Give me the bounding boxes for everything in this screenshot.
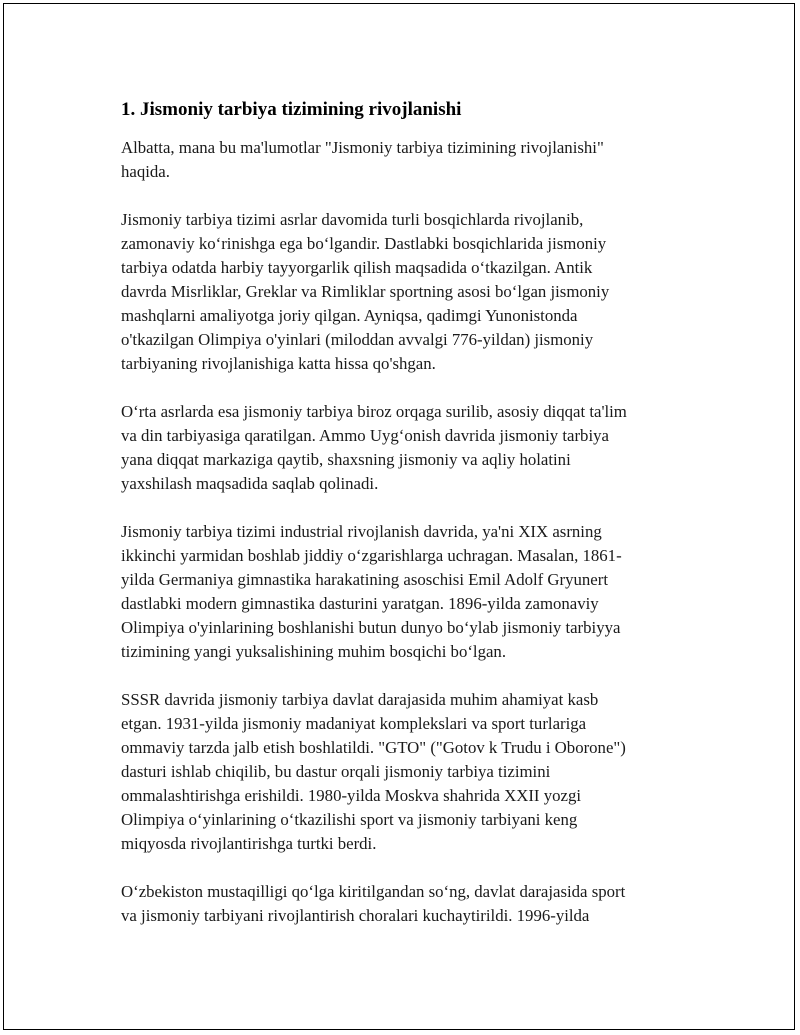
document-title: 1. Jismoniy tarbiya tizimining rivojlanishi [121, 99, 462, 120]
paragraph-middle-ages: O‘rta asrlarda esa jismoniy tarbiya biroz orqaga surilib, asosiy diqqat ta'lim va din tarbiyasiga qaratilgan. Ammo Uyg‘onish davrida jismoniy tarbiya yana diqqat markaziga qaytib, shaxsning jismoniy va aqliy holatini yaxshilash maqsadida saqlab qolinadi. [121, 402, 627, 493]
paragraph-ussr-era: SSSR davrida jismoniy tarbiya davlat darajasida muhim ahamiyat kasb etgan. 1931-yilda jismoniy madaniyat komplekslari va sport turlariga ommaviy tarzda jalb etish boshlatildi. "GTO" ("Gotov k Trudu i Oborone") dasturi ishlab chiqilib, bu dastur orqali jismoniy tarbiya tizimini ommalashtirishga erishildi. 1980-yilda Moskva shahrida XXII yozgi Olimpiya o‘yinlarining o‘tkazilishi sport va jismoniy tarbiyani keng miqyosda rivojlantirishga turtki berdi. [121, 690, 626, 853]
paragraph-intro: Albatta, mana bu ma'lumotlar "Jismoniy tarbiya tizimining rivojlanishi" haqida. [121, 138, 604, 181]
paragraph-uzbekistan: O‘zbekiston mustaqilligi qo‘lga kiritilgandan so‘ng, davlat darajasida sport va jismoniy tarbiyani rivojlantirish choralari kuchaytirildi. 1996-yilda [121, 882, 626, 925]
page-frame [3, 3, 795, 1030]
paragraph-industrial-era: Jismoniy tarbiya tizimi industrial rivojlanish davrida, ya'ni XIX asrning ikkinchi yarmidan boshlab jiddiy o‘zgarishlarga uchragan. Masalan, 1861- yilda Germaniya gimnastika harakatining asoschisi Emil Adolf Gryunert dastlabki modern gimnastika dasturini yaratgan. 1896-yilda zamonaviy Olimpiya o'yinlarining boshlanishi butun dunyo bo‘ylab jismoniy tarbiyya tizimining yangi yuksalishining muhim bosqichi bo‘lgan. [121, 522, 622, 661]
document-body [121, 98, 691, 952]
paragraph-ancient-history: Jismoniy tarbiya tizimi asrlar davomida turli bosqichlarda rivojlanib, zamonaviy ko‘rinishga ega bo‘lgandir. Dastlabki bosqichlarida jismoniy tarbiya odatda harbiy tayyorgarlik qilish maqsadida o‘tkazilgan. Antik davrda Misrliklar, Greklar va Rimliklar sportning asosi bo‘lgan jismoniy mashqlarni amaliyotga joriy qilgan. Ayniqsa, qadimgi Yunonistonda o'tkazilgan Olimpiya o'yinlari (miloddan avvalgi 776-yildan) jismoniy tarbiyaning rivojlanishiga katta hissa qo'shgan. [121, 210, 610, 373]
